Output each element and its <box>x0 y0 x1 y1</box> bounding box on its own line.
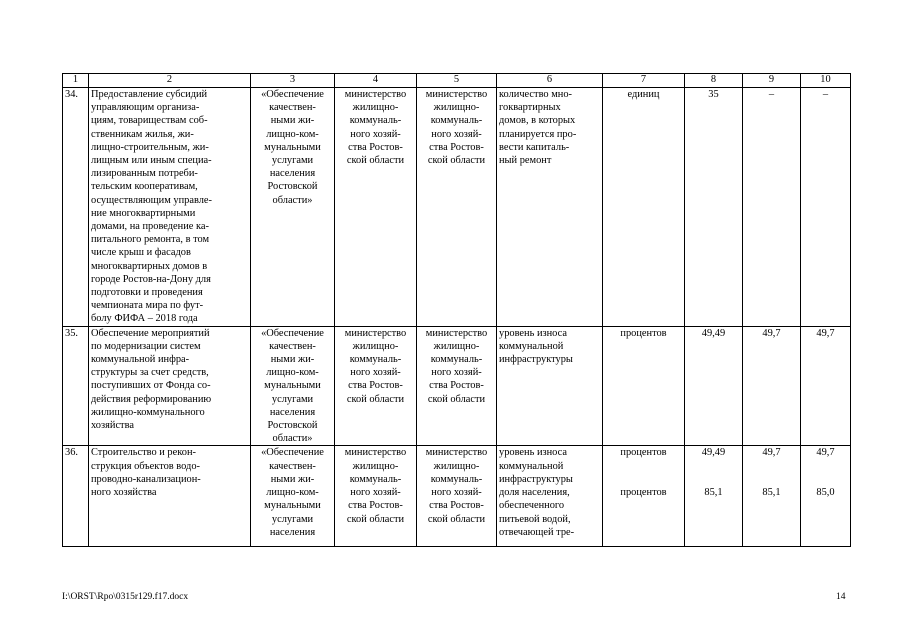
value-col8-cell <box>685 446 743 547</box>
activity-cell: Обеспечение мероприятий по модернизации систем коммунальной инфра- структуры за счет средств, поступивших от Фонда со- действия реформированию жилищно-коммунального хозяйства <box>89 326 251 446</box>
value-col10-cell: – <box>801 88 851 327</box>
col-header-10: 10 <box>801 74 851 88</box>
row-number: 35. <box>63 326 89 446</box>
value-a: 49,49 <box>701 447 726 459</box>
value-col8-cell: 35 <box>685 88 743 327</box>
col-header-8: 8 <box>685 74 743 88</box>
col-header-7: 7 <box>603 74 685 88</box>
col-header-4: 4 <box>335 74 417 88</box>
value-col9-cell: 49,7 <box>743 326 801 446</box>
coexecutor-cell: министерство жилищно- коммуналь- ного хозяй- ства Ростов- ской области <box>417 326 497 446</box>
value-a: 49,7 <box>762 447 781 459</box>
unit-a: процентов <box>620 447 667 459</box>
value-col8-cell: 49,49 <box>685 326 743 446</box>
unit-cell <box>603 446 685 547</box>
program-table <box>62 73 851 547</box>
col-header-6: 6 <box>497 74 603 88</box>
executor-cell: министерство жилищно- коммуналь- ного хозяй- ства Ростов- ской области <box>335 88 417 327</box>
col-header-5: 5 <box>417 74 497 88</box>
program-cell: «Обеспечение качествен- ными жи- лищно-ком- мунальными услугами населения Ростовской области» <box>251 88 335 327</box>
unit-b: процентов <box>620 486 667 498</box>
table-row <box>63 446 851 547</box>
value-a: 49,7 <box>816 447 835 459</box>
header-row <box>63 74 851 88</box>
value-col9-cell: – <box>743 88 801 327</box>
col-header-3: 3 <box>251 74 335 88</box>
col-header-9: 9 <box>743 74 801 88</box>
table-row <box>63 88 851 327</box>
program-cell: «Обеспечение качествен- ными жи- лищно-ком- мунальными услугами населения <box>251 446 335 547</box>
indicator-cell <box>497 446 603 547</box>
program-cell: «Обеспечение качествен- ными жи- лищно-ком- мунальными услугами населения Ростовской области» <box>251 326 335 446</box>
indicator-cell: уровень износа коммунальной инфраструктуры <box>497 326 603 446</box>
value-b: 85,1 <box>704 486 723 498</box>
table-row <box>63 326 851 446</box>
activity-cell: Предоставление субсидий управляющим организа- циям, товариществам соб- ственникам жилья, жи- лищно-строительным, жи- лищным или иным специа- лизированным потреби- тельским кооперативам, осуществляющим управле- ние многоквартирными домами, на проведение ка- питального ремонта, в том числе крыш и фасадов многоквартирных домов в городе Ростов-на-Дону для подготовки и проведения чемпионата мира по фут- болу ФИФА – 2018 года <box>89 88 251 327</box>
unit-cell: процентов <box>603 326 685 446</box>
coexecutor-cell: министерство жилищно- коммуналь- ного хозяй- ства Ростов- ской области <box>417 446 497 547</box>
col-header-2: 2 <box>89 74 251 88</box>
row-number: 34. <box>63 88 89 327</box>
coexecutor-cell: министерство жилищно- коммуналь- ного хозяй- ства Ростов- ской области <box>417 88 497 327</box>
col-header-1: 1 <box>63 74 89 88</box>
executor-cell: министерство жилищно- коммуналь- ного хозяй- ства Ростов- ской области <box>335 446 417 547</box>
activity-cell: Строительство и рекон- струкция объектов водо- проводно-канализацион- ного хозяйства <box>89 446 251 547</box>
indicator-cell: количество мно- гоквартирных домов, в которых планируется про- вести капиталь- ный ремонт <box>497 88 603 327</box>
page-number: 14 <box>836 592 846 602</box>
value-col9-cell <box>743 446 801 547</box>
indicator-b: доля населения, обеспеченного питьевой водой, отвечающей тре- <box>499 487 575 538</box>
value-col10-cell <box>801 446 851 547</box>
row-number: 36. <box>63 446 89 547</box>
value-b: 85,0 <box>816 486 835 498</box>
value-b: 85,1 <box>762 486 781 498</box>
unit-cell: единиц <box>603 88 685 327</box>
file-path: I:\ORST\Rpo\0315r129.f17.docx <box>62 592 189 602</box>
executor-cell: министерство жилищно- коммуналь- ного хозяй- ства Ростов- ской области <box>335 326 417 446</box>
indicator-a: уровень износа коммунальной инфраструктуры <box>499 447 573 485</box>
value-col10-cell: 49,7 <box>801 326 851 446</box>
